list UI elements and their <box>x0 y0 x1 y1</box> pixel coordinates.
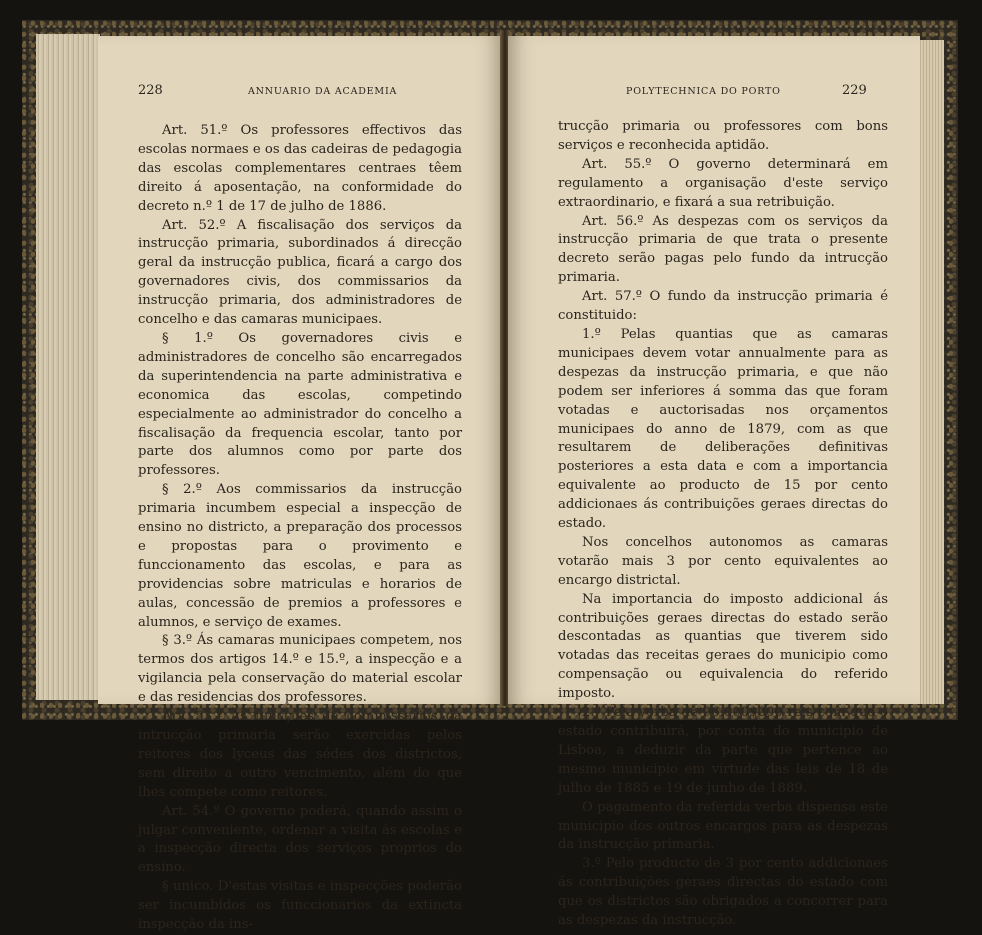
paragraph: 3.º Pelo producto de 3 por cento addicionaes ás contribuições geraes directas do estado com que os districtos são obrigados a concorrer para as despezas da instrucção. <box>558 856 888 929</box>
running-head: ANNUARIO DA ACADEMIA <box>248 86 398 97</box>
page-body <box>138 122 462 935</box>
paragraph: O pagamento da referida verba dispensa este municipio dos outros encargos para as despezas da instrucção primaria. <box>558 799 888 853</box>
paragraph: Nos concelhos autonomos as camaras votarão mais 3 por cento equivalentes ao encargo districtal. <box>558 534 888 588</box>
paragraph: Art. 53.º As funcções de commissarios da intrucção primaria serão exercidas pelos reitores dos lyceus das sédes dos districtos, sem direito a outro vencimento, além do que lhes compete como reitores. <box>138 709 462 800</box>
paragraph: § 1.º Os governadores civis e administradores de concelho são encarregados da superintendencia na parte administrativa e economica das escolas, competindo especialmente ao administrador do concelho a fiscalisação da frequencia escolar, tanto por parte dos alumnos como por parte dos professores. <box>138 330 462 479</box>
page-number: 228 <box>138 83 163 98</box>
page-edges-left <box>36 34 100 700</box>
paragraph: Art. 55.º O governo determinará em regulamento a organisação d'este serviço extraordinario, e fixará a sua retribuição. <box>558 156 888 210</box>
page-edges-right <box>918 40 944 704</box>
paragraph: § 3.º Ás camaras municipaes competem, nos termos dos artigos 14.º e 15.º, a inspecção e a vigilancia pela conservação do material escolar e das residencias dos professores. <box>138 633 462 706</box>
paragraph: Art. 54.º O governo poderá, quando assim o julgar conveniente, ordenar a visita ás escolas e a inspecção directa dos serviços proprios do ensino. <box>138 803 462 876</box>
paragraph: Na importancia do imposto addicional ás contribuições geraes directas do estado serão descontadas as quantias que tiverem sido votadas das receitas geraes do municipio como compensação ou equivalencia do referido imposto. <box>558 591 888 702</box>
page-body <box>558 118 888 931</box>
page-number: 229 <box>842 83 867 98</box>
paragraph: 2.º Pela verba de 96:000$000 reis com que o estado contribuirá, por conta do municipio de Lisboa, a deduzir da parte que pertence ao mesmo municipio em virtude das leis de 18 de julho de 1885 e 19 de junho de 1889. <box>558 705 888 796</box>
right-page <box>508 36 920 929</box>
paragraph: Art. 52.º A fiscalisação dos serviços da instrucção primaria, subordinados á direcção geral da instrucção publica, ficará a cargo dos governadores civis, dos commissarios da instrucção primaria, dos administradores de concelho e das camaras municipaes. <box>138 217 462 328</box>
paragraph: § unico. D'estas visitas e inspecções poderão ser incumbidos os funccionarios da extincta inspecção da ins- <box>138 879 462 933</box>
paragraph: Art. 56.º As despezas com os serviços da instrucção primaria de que trata o presente decreto serão pagas pelo fundo da intrucção primaria. <box>558 213 888 286</box>
running-head: POLYTECHNICA DO PORTO <box>626 86 781 97</box>
paragraph: Art. 51.º Os professores effectivos das escolas normaes e os das cadeiras de pedagogia das escolas complementares centraes têem direito á aposentação, na conformidade do decreto n.º 1 de 17 de julho de 1886. <box>138 123 462 214</box>
paragraph: Art. 57.º O fundo da instrucção primaria é constituido: <box>558 289 888 324</box>
left-page <box>98 36 502 933</box>
paragraph: 1.º Pelas quantias que as camaras municipaes devem votar annualmente para as despezas da instrucção primaria, e que não podem ser inferiores á somma das que foram votadas e auctorisadas nos orçamentos municipaes do anno de 1879, com as que resultarem de deliberações definitivas posteriores a esta data e com a importancia equivalente ao producto de 15 por cento addicionaes ás contribuições geraes directas do estado. <box>558 326 888 532</box>
paragraph: trucção primaria ou professores com bons serviços e reconhecida aptidão. <box>558 119 888 153</box>
paragraph: § 2.º Aos commissarios da instrucção primaria incumbem especial a inspecção de ensino no districto, a preparação dos processos e propostas para o provimento e funccionamento das escolas, e para as providencias sobre matriculas e horarios de aulas, concessão de premios a professores e alumnos, e serviço de exames. <box>138 482 462 630</box>
